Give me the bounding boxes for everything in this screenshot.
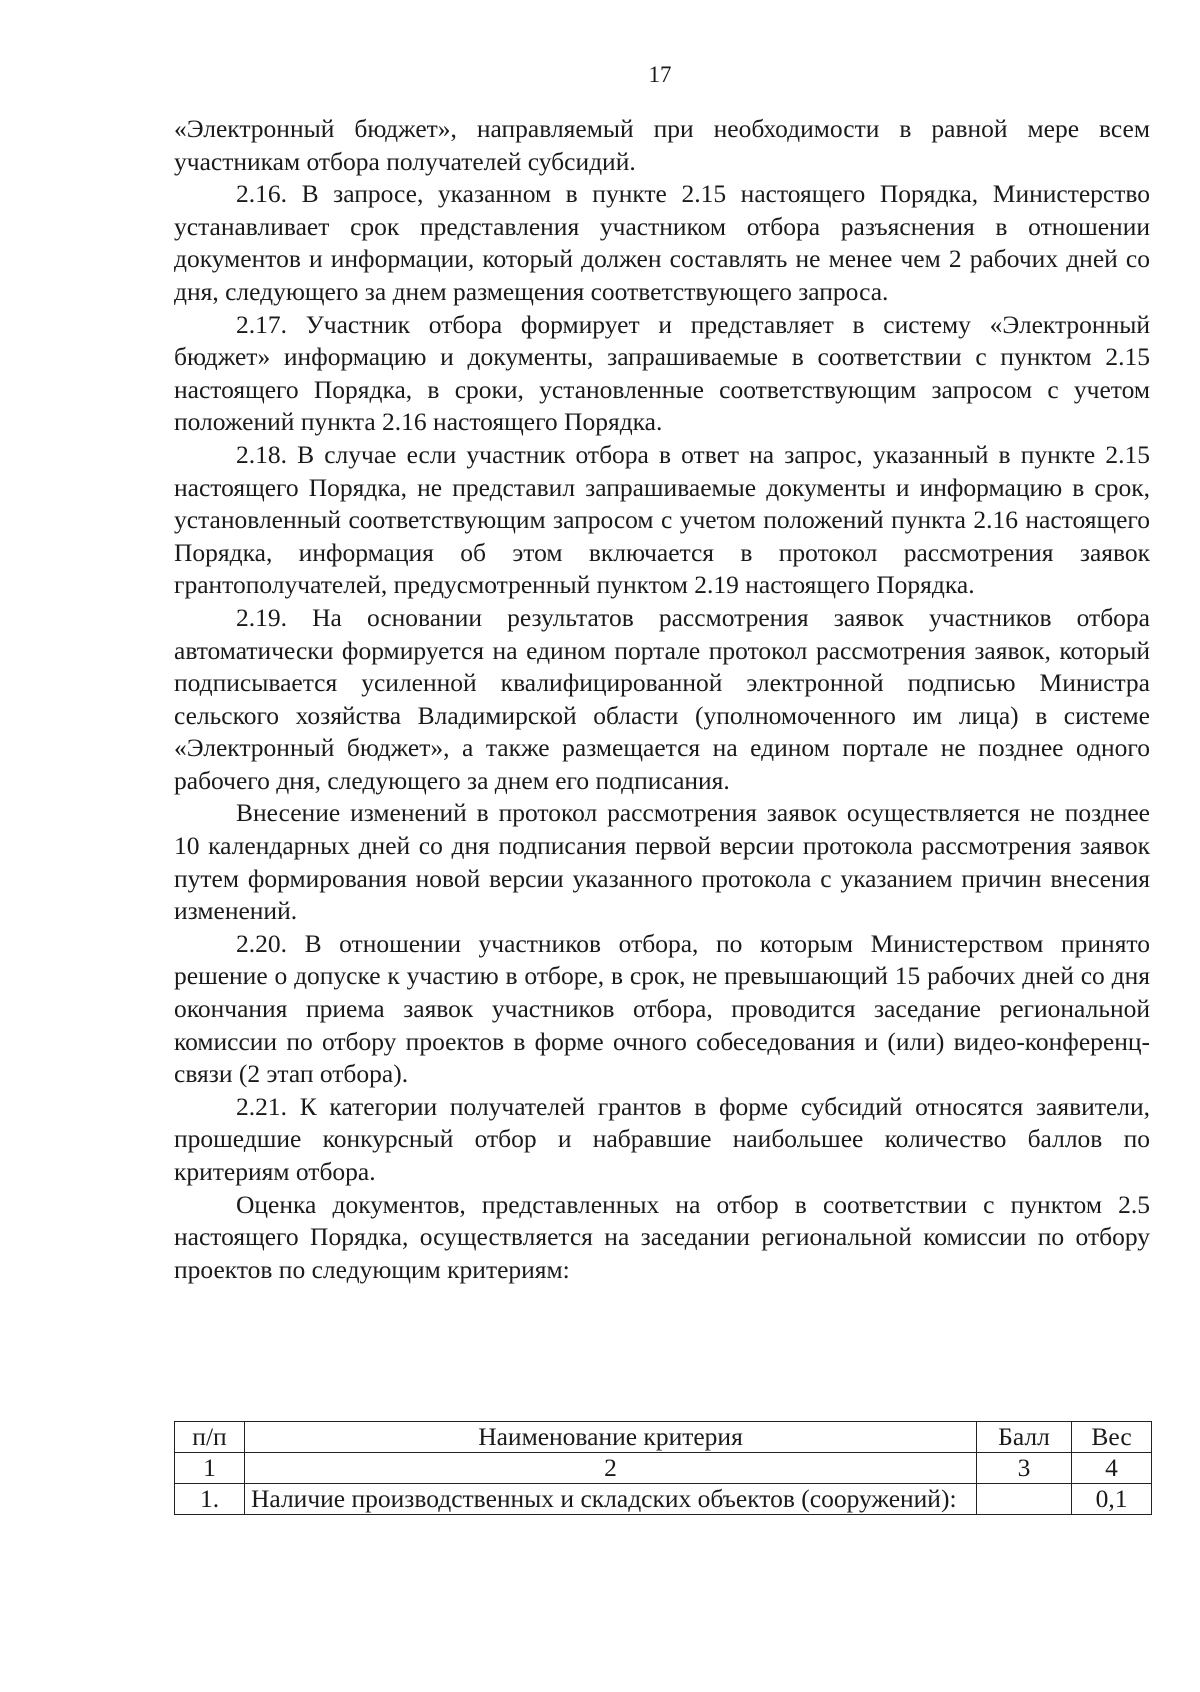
criteria-table [174, 1421, 1152, 1515]
criterion-weight: 0,1 [1072, 1484, 1152, 1515]
index-cell: 3 [977, 1453, 1072, 1484]
document-body [174, 113, 1150, 1286]
paragraph-2-17: 2.17. Участник отбора формирует и представляет в систему «Электронный бюджет» информацию и документы, запрашиваемые в соответствии с пунктом 2.15 настоящего Порядка, в сроки, установленные соответствующим запросом с учетом положений пункта 2.16 настоящего Порядка. [174, 309, 1150, 437]
paragraph-2-20: 2.20. В отношении участников отбора, по которым Министерством принято решение о допуске к участию в отборе, в срок, не превышающий 15 рабочих дней со дня окончания приема заявок участников отбора, проводится заседание региональной комиссии по отбору проектов в форме очного собеседования и (или) видео-конференц-связи (2 этап отбора). [174, 928, 1150, 1089]
criterion-name: Наличие производственных и складских объектов (сооружений): [245, 1484, 977, 1515]
index-cell: 2 [245, 1453, 977, 1484]
header-weight: Вес [1072, 1422, 1152, 1453]
paragraph-evaluation: Оценка документов, представленных на отбор в соответствии с пунктом 2.5 настоящего Порядка, осуществляется на заседании региональной комиссии по отбору проектов по следующим критериям: [174, 1189, 1150, 1284]
paragraph-2-21: 2.21. К категории получателей грантов в форме субсидий относятся заявители, прошедшие конкурсный отбор и набравшие наибольшее количество баллов по критериям отбора. [174, 1091, 1150, 1186]
page-number: 17 [648, 62, 672, 87]
table-index-row [175, 1453, 1152, 1484]
paragraph-2-18: 2.18. В случае если участник отбора в ответ на запрос, указанный в пункте 2.15 настоящего Порядка, не представил запрашиваемые документы и информацию в срок, установленный соответствующим запросом с учетом положений пункта 2.16 настоящего Порядка, информация об этом включается в протокол рассмотрения заявок грантополучателей, предусмотренный пунктом 2.19 настоящего Порядка. [174, 439, 1150, 600]
index-cell: 4 [1072, 1453, 1152, 1484]
index-cell: 1 [175, 1453, 245, 1484]
paragraph-2-16: 2.16. В запросе, указанном в пункте 2.15 настоящего Порядка, Министерство устанавливает срок представления участником отбора разъяснения в отношении документов и информации, который должен составлять не менее чем 2 рабочих дней со дня, следующего за днем размещения соответствующего запроса. [174, 179, 1150, 306]
header-criterion-name: Наименование критерия [245, 1422, 977, 1453]
criterion-score [977, 1484, 1072, 1515]
row-number: 1. [175, 1484, 245, 1515]
table-header-row [175, 1422, 1152, 1453]
header-score: Балл [977, 1422, 1072, 1453]
paragraph: «Электронный бюджет», направляемый при необходимости в равной мере всем участникам отбора получателей субсидий. [174, 114, 1150, 176]
header-number: п/п [175, 1422, 245, 1453]
paragraph-2-19: 2.19. На основании результатов рассмотрения заявок участников отбора автоматически формируется на едином портале протокол рассмотрения заявок, который подписывается усиленной квалифицированной электронной подписью Министра сельского хозяйства Владимирской области (уполномоченного им лица) в системе «Электронный бюджет», а также размещается на едином портале не позднее одного рабочего дня, следующего за днем его подписания. [174, 602, 1150, 795]
table-row [175, 1484, 1152, 1515]
paragraph-protocol-changes: Внесение изменений в протокол рассмотрения заявок осуществляется не позднее 10 календарных дней со дня подписания первой версии протокола рассмотрения заявок путем формирования новой версии указанного протокола с указанием причин внесения изменений. [174, 798, 1150, 926]
